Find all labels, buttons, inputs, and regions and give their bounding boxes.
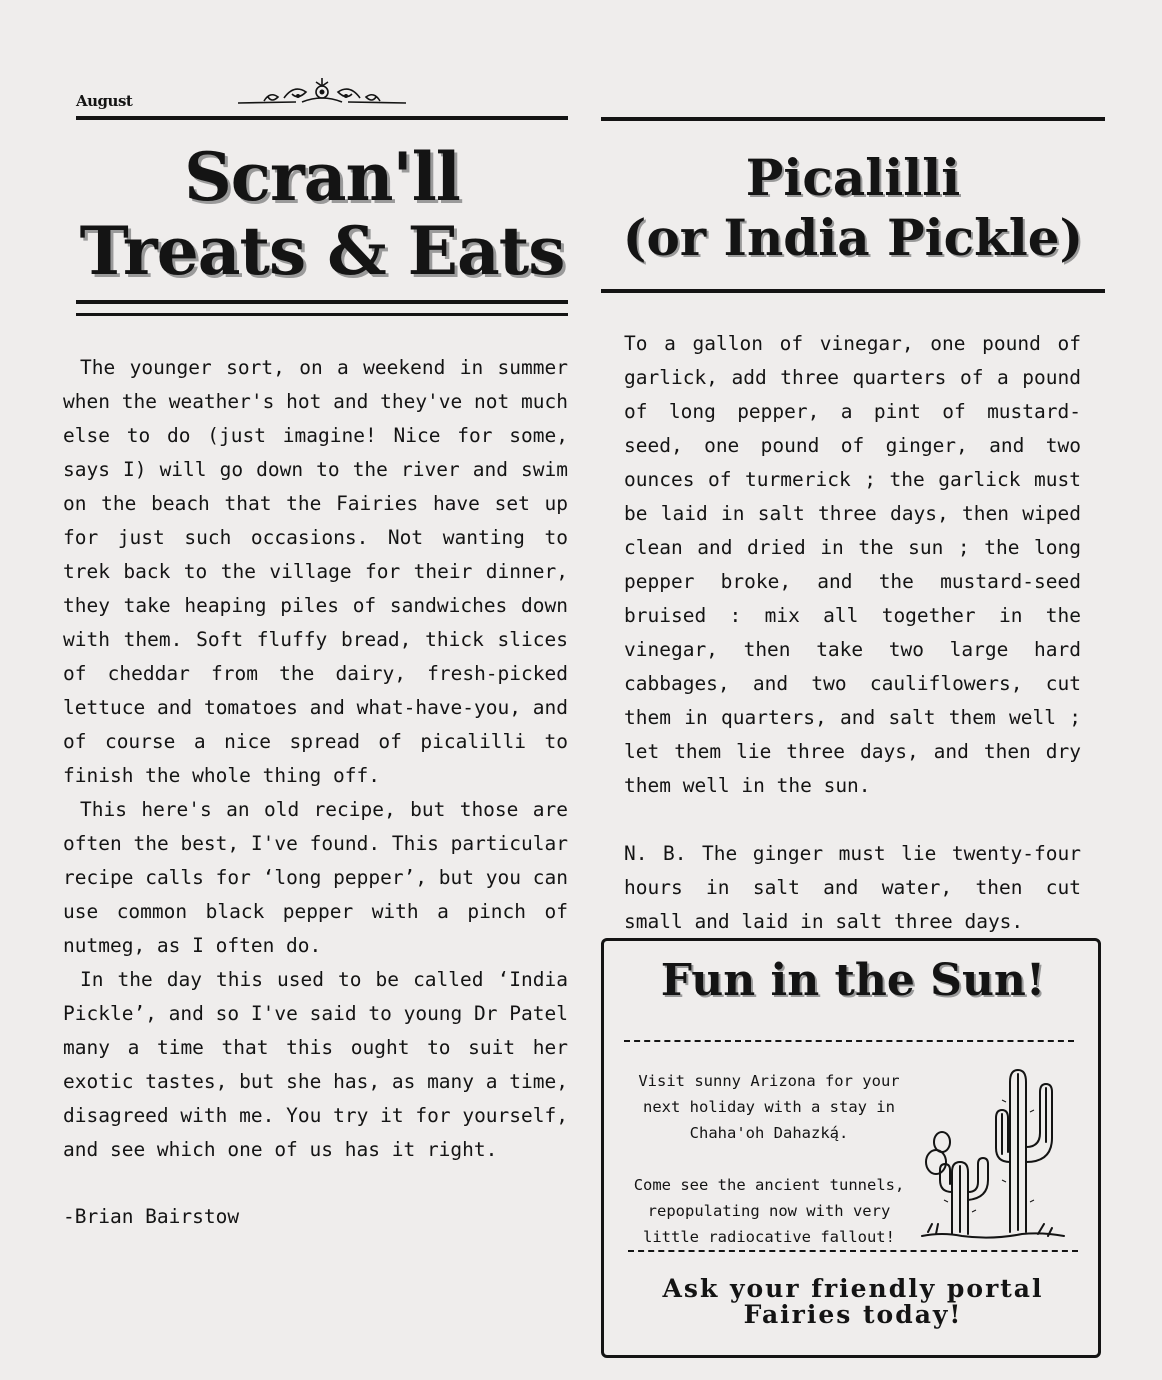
column-title-line1: Scran'll xyxy=(184,138,460,216)
flourish-ornament-icon xyxy=(236,74,408,110)
recipe-rule-top xyxy=(601,117,1105,121)
recipe-rule-bottom xyxy=(601,289,1105,293)
recipe-paragraph: To a gallon of vinegar, one pound of garlick, add three quarters of a pound of long pepper, a pint of mustard-seed, one pound of ginger, and two ounces of turmerick ; the garlick must be laid in salt three days, then wiped clean and dried in the sun ; the long pepper broke, and the mustard-seed bruised : mix all together in the vinegar, then take two large hard cabbages, and two cauliflowers, cut them in quarters, and salt them well ; let them lie three days, and then dry them well in the sun. xyxy=(624,332,1081,797)
header-rule-bottom-2 xyxy=(76,313,568,316)
recipe-title-line1: Picalilli xyxy=(745,148,961,207)
ad-divider-top xyxy=(624,1040,1074,1042)
article-paragraph: The younger sort, on a weekend in summer when the weather's hot and they've not much else to do (just imagine! Nice for some, says I) will go down to the river and swim on the beach that the Fairies have set up for just such occasions. Not wanting to trek back to the village for their dinner, they take heaping piles of sandwiches down with them. Soft fluffy bread, thick slices of cheddar from the dairy, fresh-picked lettuce and tomatoes and what-have-you, and of course a nice spread of picalilli to finish the whole thing off. xyxy=(63,356,568,787)
column-title-line2: Treats & Eats xyxy=(79,212,565,290)
article-paragraph: This here's an old recipe, but those are often the best, I've found. This particular recipe calls for ‘long pepper’, but you can use common black pepper with a pinch of nutmeg, as I often do. xyxy=(63,798,568,957)
column-title xyxy=(76,140,568,288)
ad-divider-bottom xyxy=(628,1250,1078,1252)
ad-text-visit: Visit sunny Arizona for your next holiday with a stay in Chaha'oh Dahazką́. xyxy=(638,1072,900,1142)
author-signature: -Brian Bairstow xyxy=(63,1205,240,1228)
ad-footer-line1: Ask your friendly portal xyxy=(662,1274,1044,1303)
recipe-title-line2: (or India Pickle) xyxy=(622,208,1084,267)
recipe-body xyxy=(624,327,1081,939)
article-paragraph: In the day this used to be called ‘India Pickle’, and so I've said to young Dr Patel many a time that this ought to suit her exotic tastes, but she has, as many a time, disagreed with me. You try it for yourself, and see which one of us has it right. xyxy=(63,968,568,1161)
article-body xyxy=(63,351,568,1167)
recipe-note: N. B. The ginger must lie twenty-four hours in salt and water, then cut small and laid in salt three days. xyxy=(624,842,1081,933)
ad-title: Fun in the Sun! xyxy=(660,955,1046,1006)
issue-month: August xyxy=(76,92,133,110)
header-rule-bottom-1 xyxy=(76,300,568,304)
recipe-title xyxy=(601,148,1105,268)
ad-text-tunnels: Come see the ancient tunnels, repopulating now with very little radiocative fallout! xyxy=(633,1176,905,1246)
ad-footer-line2: Fairies today! xyxy=(743,1300,963,1329)
header-rule-top xyxy=(76,116,568,120)
ad-call-to-action xyxy=(601,1276,1105,1328)
cactus-icon xyxy=(918,1052,1068,1242)
ad-text xyxy=(628,1068,910,1250)
